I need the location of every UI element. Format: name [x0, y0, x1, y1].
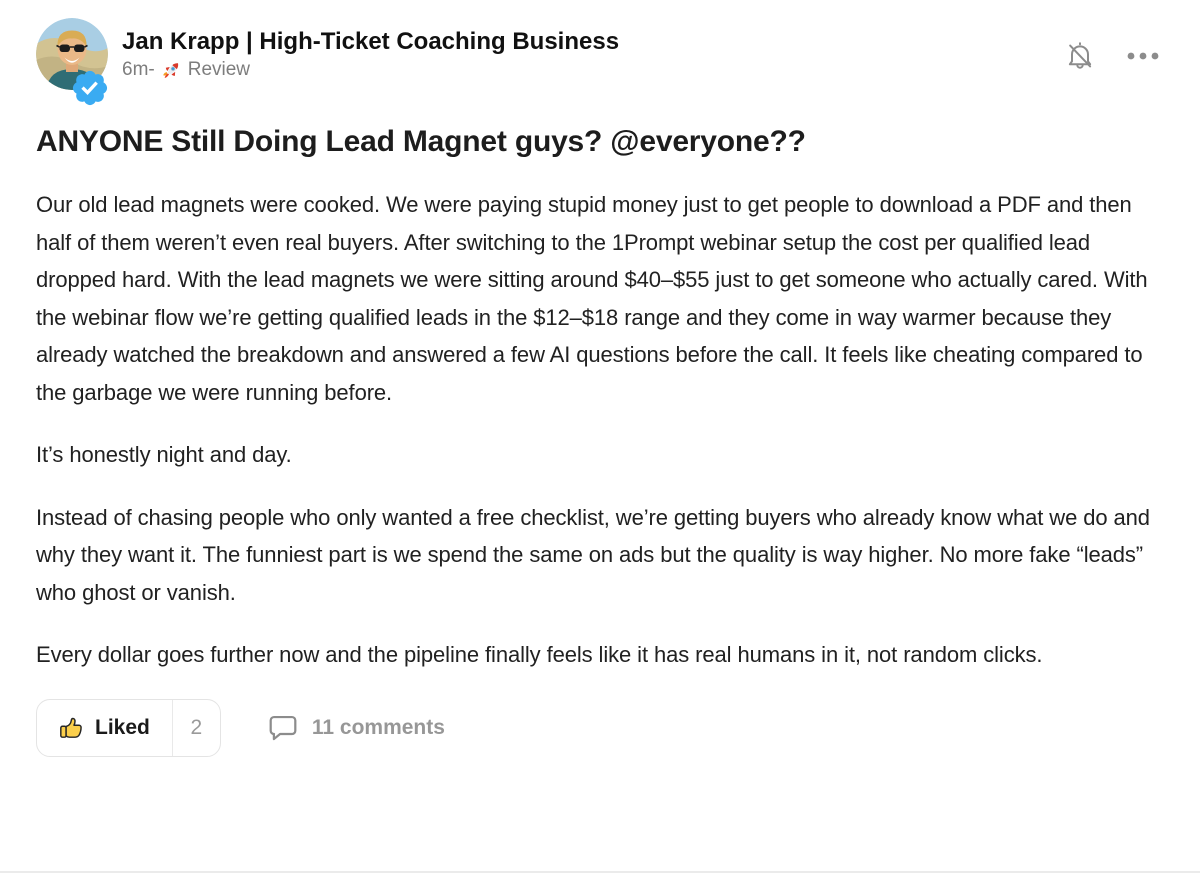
header-actions — [1062, 18, 1164, 74]
post-header — [36, 18, 1164, 90]
rocket-icon — [161, 60, 182, 81]
post-meta — [122, 59, 619, 81]
post-paragraph: Our old lead magnets were cooked. We were paying stupid money just to get people to download a PDF and then half of them weren’t even real buyers. After switching to the 1Prompt webinar setup the cost per qualified lead dropped hard. With the lead magnets we were sitting around $40–$55 just to get someone who actually cared. With the webinar flow we’re getting qualified leads in the $12–$18 range and they come in way warmer because they already watched the breakdown and answered a few AI questions before the call. It feels like cheating compared to the garbage we were running before. — [36, 192, 1148, 405]
avatar[interactable] — [36, 18, 108, 90]
comments-link[interactable] — [267, 713, 445, 743]
comment-bubble-icon — [267, 713, 299, 743]
author-name[interactable]: Jan Krapp | High-Ticket Coaching Business — [122, 28, 620, 55]
comments-label: 11 comments — [311, 715, 445, 739]
thumbs-up-icon — [57, 714, 84, 741]
category-tag[interactable]: Review — [187, 59, 251, 80]
ellipsis-icon — [1126, 51, 1162, 61]
bell-slash-icon — [1064, 40, 1096, 72]
like-count[interactable]: 2 — [172, 700, 220, 756]
notifications-muted-button[interactable] — [1062, 38, 1098, 74]
post-paragraph: Instead of chasing people who only wanted a free checklist, we’re getting buyers who already know what we do and why they want it. The funniest part is we spend the same on ads but the quality is way higher. No more fake “leads” who ghost or vanish. — [36, 504, 1150, 605]
timestamp: 6m- — [122, 59, 155, 80]
post-paragraph: It’s honestly night and day. — [36, 442, 292, 467]
like-button[interactable] — [36, 699, 221, 757]
author-block — [122, 18, 619, 81]
verified-badge-icon — [70, 68, 110, 108]
like-button-main[interactable] — [37, 700, 172, 756]
more-options-button[interactable] — [1124, 49, 1164, 63]
post-footer — [36, 699, 1164, 757]
like-button-label: Liked — [95, 715, 150, 739]
post-body — [36, 186, 1164, 674]
bottom-divider — [0, 871, 1200, 873]
post-title: ANYONE Still Doing Lead Magnet guys? @everyone?? — [36, 125, 806, 158]
post-paragraph: Every dollar goes further now and the pipeline finally feels like it has real humans in it, not random clicks. — [36, 642, 1043, 667]
